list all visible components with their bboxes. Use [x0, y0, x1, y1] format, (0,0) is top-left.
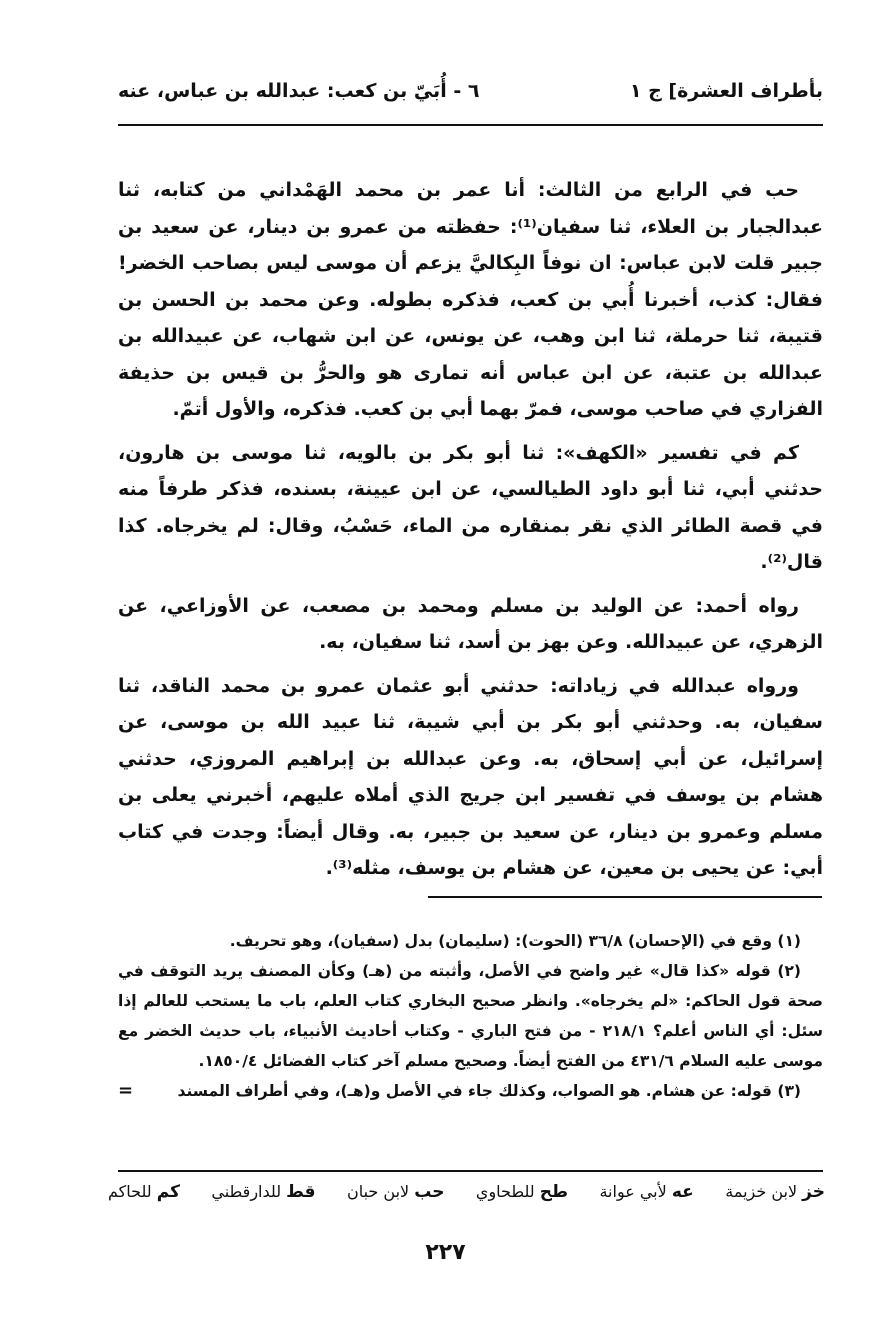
page-number: ٢٢٧ — [425, 1240, 466, 1265]
paragraph-abdullah: ورواه عبدالله في زياداته: حدثني أبو عثمان عمرو بن محمد الناقد، ثنا سفيان، به. وحدثني أبو بكر بن أبي شيبة، ثنا عبيد الله بن موسى، عن إسرائيل، عن أبي إسحاق، به. وعن عبدالله بن إبراهيم المروزي، حدثني هشام بن يوسف في تفسير ابن جريج الذي أملاه عليهم، أخبرني يعلى بن مسلم وعمرو بن دينار، عن سعيد بن جبير، به. وقال أيضاً: وجدت في كتاب أبي: عن يحيى بن معين، عن هشام بن يوسف، مثله⁽³⁾. — [118, 674, 823, 879]
footnotes — [118, 926, 823, 1106]
sigla-item: كم للحاكم — [108, 1182, 180, 1202]
paragraph-hakim: كم في تفسير «الكهف»: ثنا أبو بكر بن بالويه، ثنا موسى بن هارون، حدثني أبي، ثنا أبو داود الطيالسي، عن ابن عيينة، بسنده، فذكر طرفاً منه في قصة الطائر الذي نقر بمنقاره من الماء، حَسْبُ، وقال: لم يخرجاه. كذا قال⁽²⁾. — [118, 441, 823, 573]
sigla-item: حب لابن حبان — [346, 1182, 445, 1202]
continuation-mark: = — [118, 1080, 134, 1101]
sigla-item: خز لابن خزيمة — [725, 1182, 825, 1202]
sigla-item: عه لأبي عوانة — [599, 1182, 694, 1202]
footnote-2: (٢) قوله «كذا قال» غير واضح في الأصل، وأثبته من (هـ) وكأن المصنف يريد التوقف في صحة قول الحاكم: «لم يخرجاه». وانظر صحيح البخاري كتاب العلم، باب ما يستحب للعالم إذا سئل: أي الناس أعلم؟ ٢١٨/١ - من فتح الباري - وكتاب أحاديث الأنبياء، باب حديث الخضر مع موسى عليه السلام ٤٣١/٦ من الفتح أيضاً. وصحيح مسلم آخر كتاب الفضائل ١٨٥٠/٤. — [118, 962, 824, 1070]
sigla-rule — [118, 1170, 823, 1172]
header-rule — [118, 124, 823, 126]
sigla-item: قط للدارقطني — [211, 1182, 316, 1202]
sigla-legend — [108, 1182, 825, 1202]
footnote-3-row — [118, 1076, 823, 1106]
footnote-1: (١) وقع في (الإحسان) ٣٦/٨ (الحوت): (سليمان) بدل (سفيان)، وهو تحريف. — [229, 932, 801, 950]
paragraph-hibban: حب في الرابع من الثالث: أنا عمر بن محمد الهَمْداني من كتابه، ثنا عبدالجبار بن العلاء، ثنا سفيان⁽¹⁾: حفظته من عمرو بن دينار، عن سعيد بن جبير قلت لابن عباس: ان نوفاً البِكاليَّ يزعم أن موسى ليس بصاحب الخضر! فقال: كذب، أخبرنا أُبي بن كعب، فذكره بطوله. وعن محمد بن الحسن بن قتيبة، ثنا حرملة، ثنا ابن وهب، عن يونس، عن ابن شهاب، عن عبيدالله بن عبدالله بن عتبة، عن ابن عباس أنه تمارى هو والحرُّ بن قيس بن حذيفة الفزاري في صاحب موسى، فمرّ بهما أبي بن كعب. فذكره، والأول أتمّ. — [118, 179, 824, 420]
main-text — [118, 172, 823, 894]
sigla-item: طح للطحاوي — [475, 1182, 569, 1202]
running-header — [118, 80, 823, 102]
footnote-rule — [428, 896, 822, 898]
paragraph-ahmad: رواه أحمد: عن الوليد بن مسلم ومحمد بن مصعب، عن الأوزاعي، عن الزهري، عن عبيدالله. وعن بهز بن أسد، ثنا سفيان، به. — [118, 594, 823, 653]
header-book-title: بأطراف العشرة] ج ١ — [629, 80, 823, 102]
header-chapter-title: ٦ - أُبَيّ بن كعب: عبدالله بن عباس، عنه — [118, 80, 480, 102]
footnote-3: (٣) قوله: عن هشام. هو الصواب، وكذلك جاء في الأصل و(هـ)، وفي أطراف المسند — [177, 1082, 801, 1100]
